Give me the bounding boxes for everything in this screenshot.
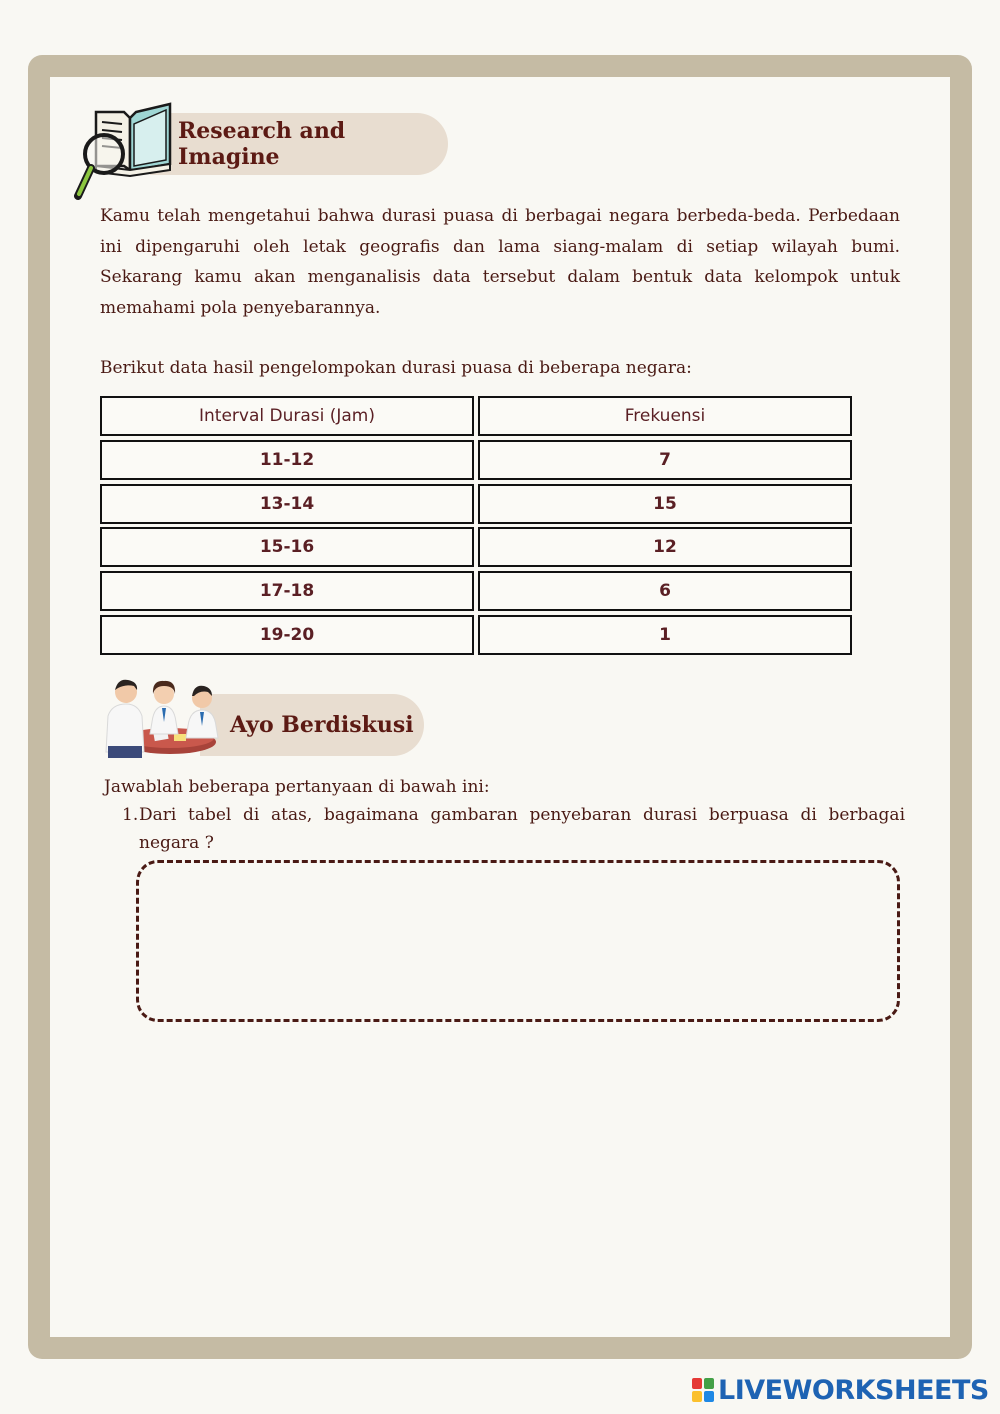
table-cell-frequency: 1 <box>478 615 852 655</box>
table-cell-interval: 11-12 <box>100 440 474 480</box>
table-cell-interval: 15-16 <box>100 527 474 567</box>
table-row <box>100 484 852 524</box>
table-cell-interval: 13-14 <box>100 484 474 524</box>
table-row <box>100 527 852 567</box>
table-cell-frequency: 7 <box>478 440 852 480</box>
table-cell-frequency: 6 <box>478 571 852 611</box>
question-text: Dari tabel di atas, bagaimana gambaran penyebaran durasi berpuasa di berbagai negara ? <box>139 805 905 853</box>
table-row <box>100 571 852 611</box>
liveworksheets-brand-text: LIVEWORKSHEETS <box>718 1374 989 1406</box>
table-header-row <box>100 396 852 436</box>
section-title-discussion <box>200 694 424 756</box>
table-row <box>100 615 852 655</box>
table-intro-text: Berikut data hasil pengelompokan durasi puasa di beberapa negara: <box>100 358 692 378</box>
section-title-research <box>150 113 448 175</box>
table-header-frequency: Frekuensi <box>478 396 852 436</box>
table-cell-interval: 19-20 <box>100 615 474 655</box>
answer-box[interactable] <box>136 860 900 1022</box>
intro-paragraph: Kamu telah mengetahui bahwa durasi puasa di berbagai negara berbeda-beda. Perbedaan ini dipengaruhi oleh letak geografis dan lama siang-malam di setiap wilayah bumi. Sekarang kamu akan menganalisis data tersebut dalam bentuk data kelompok untuk memahami pola penyebarannya. <box>100 206 900 318</box>
table-cell-interval: 17-18 <box>100 571 474 611</box>
questions-instruction: Jawablah beberapa pertanyaan di bawah ini: <box>104 777 490 797</box>
book-magnifier-icon <box>74 100 176 202</box>
liveworksheets-logo <box>692 1374 989 1406</box>
table-cell-frequency: 12 <box>478 527 852 567</box>
table-cell-frequency: 15 <box>478 484 852 524</box>
section-title-discussion-text: Ayo Berdiskusi <box>230 712 414 738</box>
liveworksheets-grid-icon <box>692 1378 714 1402</box>
table-row <box>100 440 852 480</box>
table-header-interval: Interval Durasi (Jam) <box>100 396 474 436</box>
students-discussion-illustration <box>98 676 222 762</box>
question-number: 1. <box>122 805 139 825</box>
section-title-research-text: Research and Imagine <box>178 118 346 170</box>
